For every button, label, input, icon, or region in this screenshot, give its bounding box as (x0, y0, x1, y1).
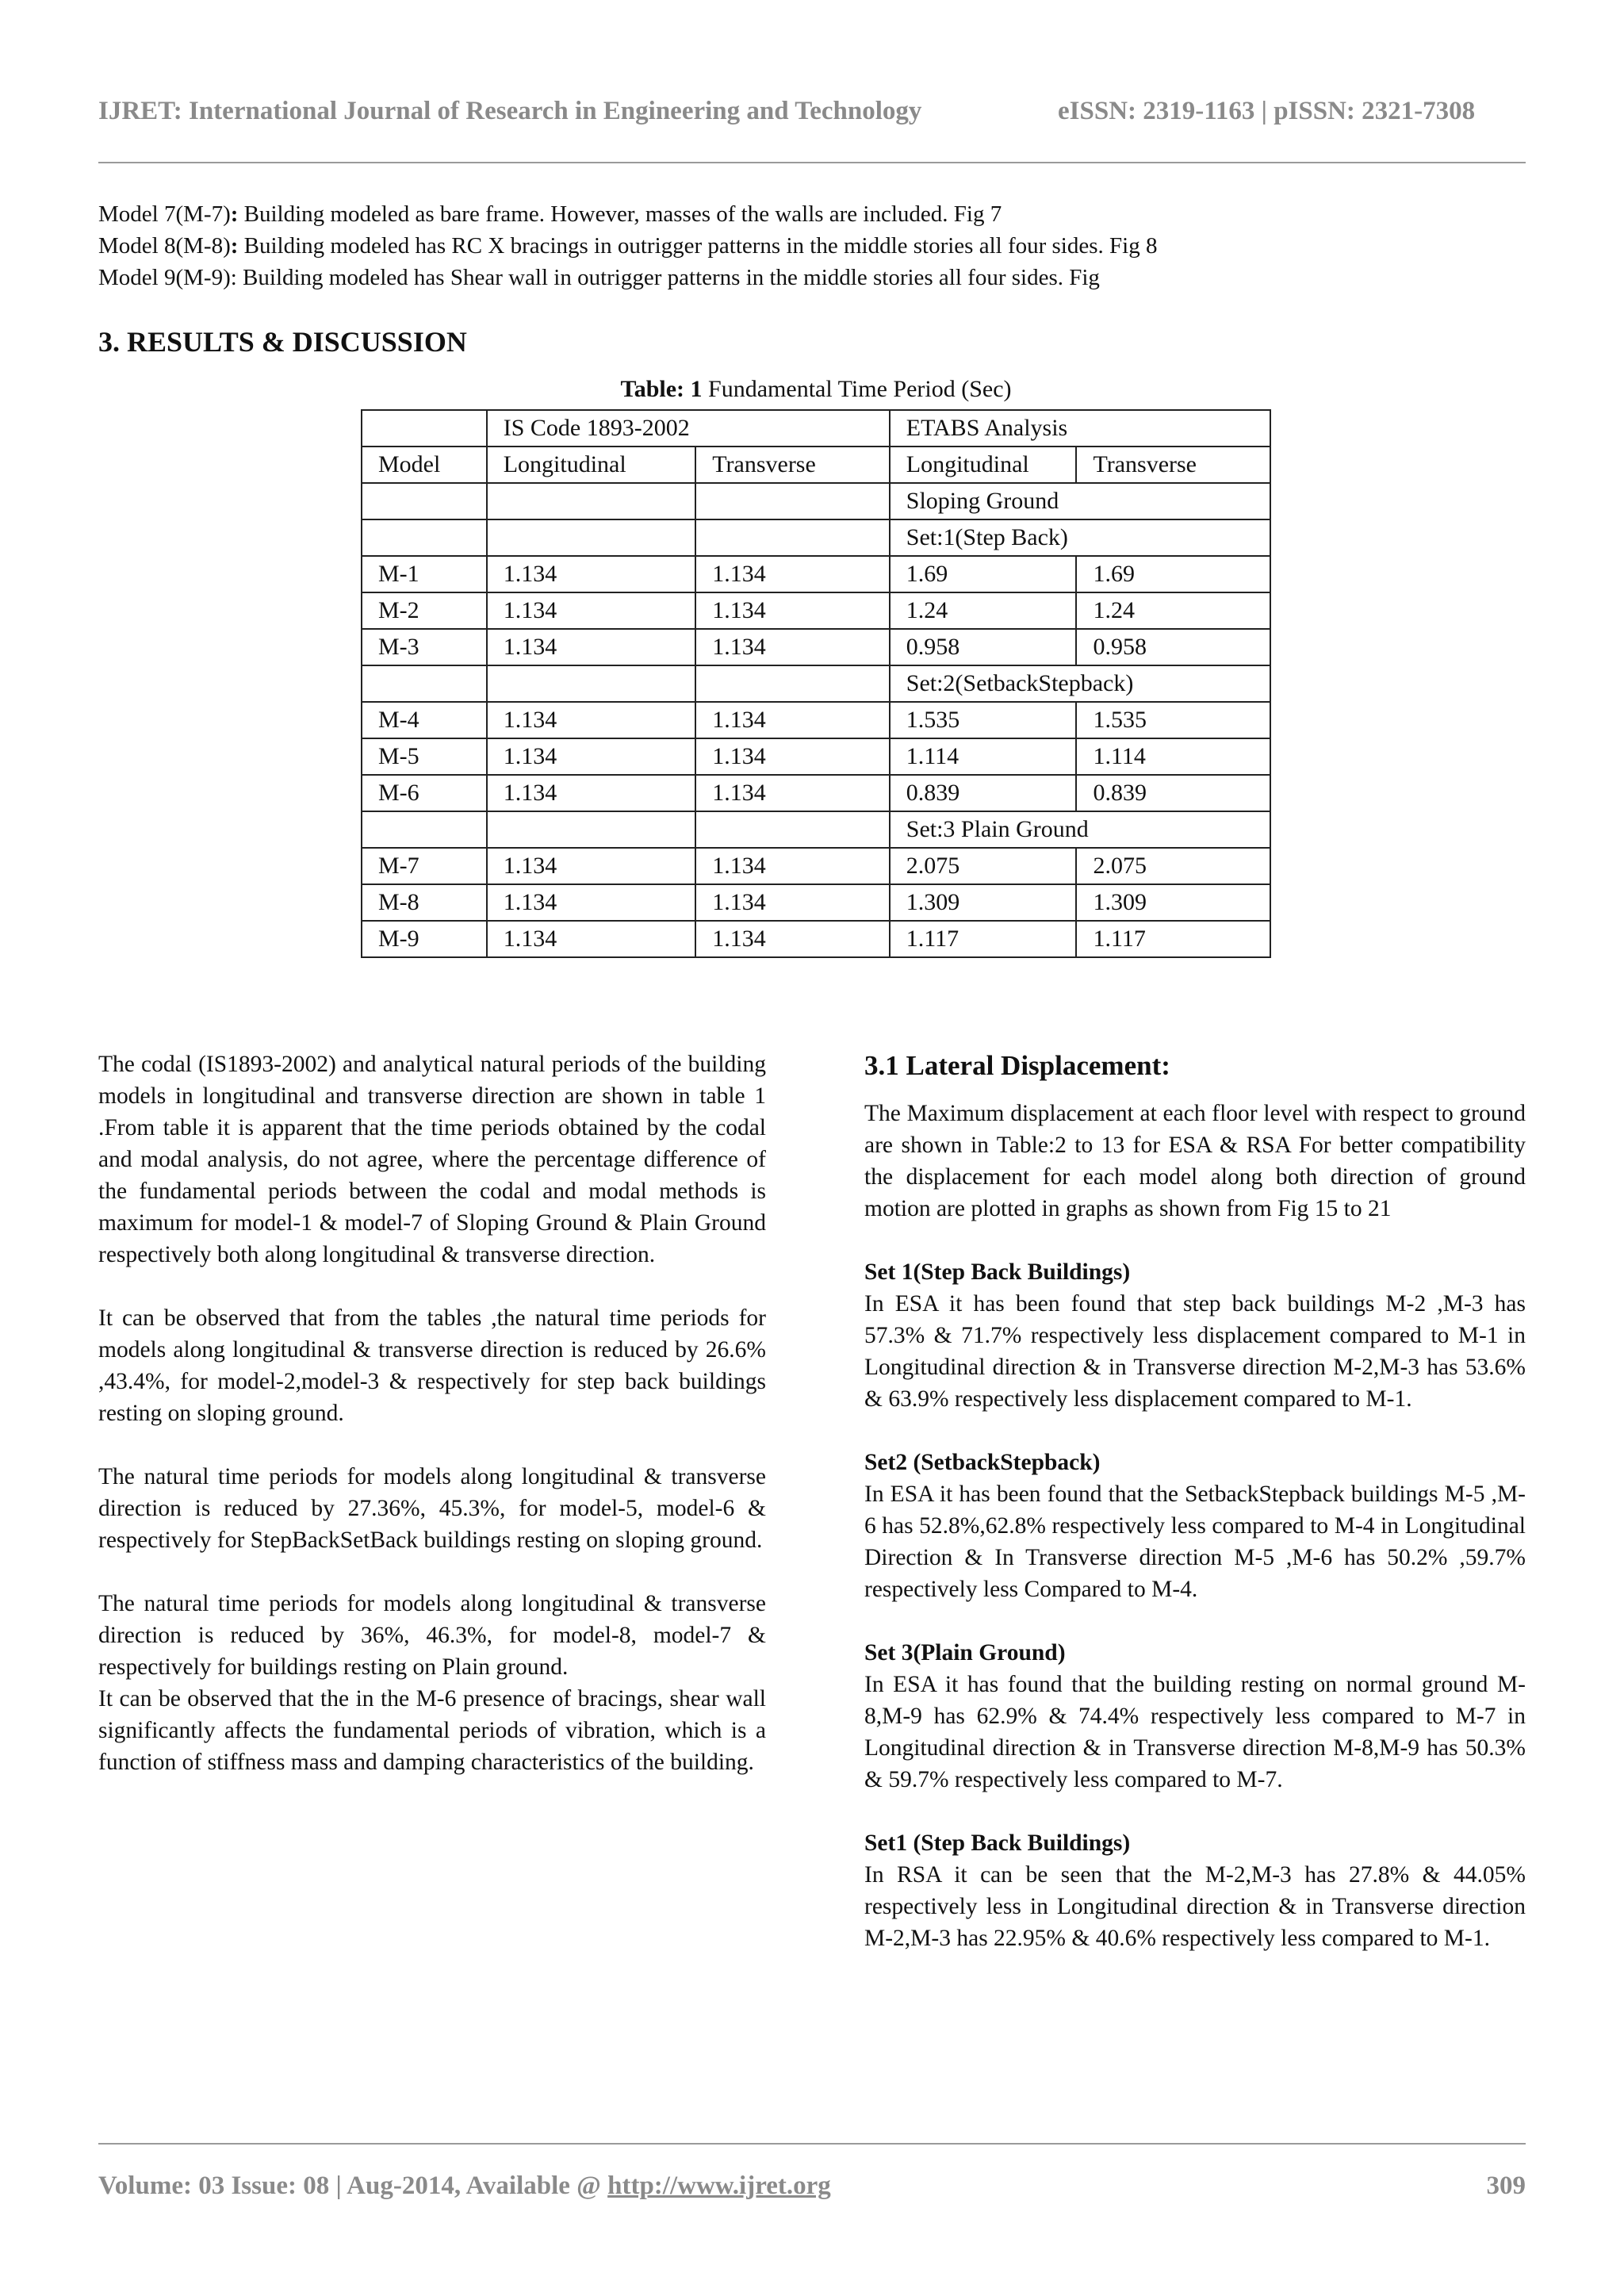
table-row (362, 775, 1270, 811)
table-row (362, 629, 1270, 665)
right-column (864, 1048, 1526, 1954)
table-header-row (362, 410, 1270, 447)
table-cell: 1.535 (890, 702, 1077, 738)
paragraph: It can be observed that the in the M-6 presence of bracings, shear wall significantly affects the fundamental periods of vibration, which is a function of stiffness mass and damping characteristics of the building. (98, 1686, 766, 1775)
set-heading: Set1 (Step Back Buildings) (864, 1830, 1131, 1856)
table-cell (695, 483, 890, 519)
table-cell: 1.134 (487, 629, 696, 665)
table-cell: M-7 (362, 848, 487, 884)
table-cell (487, 811, 696, 848)
table-cell: 1.134 (695, 629, 890, 665)
table-cell: 1.24 (1076, 592, 1270, 629)
table-cell: 1.24 (890, 592, 1077, 629)
model-9-text: Building modeled has Shear wall in outrigger patterns in the middle stories all four sides. Fig (236, 265, 1100, 290)
paragraph: The natural time periods for models along longitudinal & transverse direction is reduced by 27.36%, 45.3%, for model-5, model-6 & respectively for StepBackSetBack buildings resting on sloping ground. (98, 1464, 766, 1553)
etabs-transverse-header: Transverse (1076, 447, 1270, 483)
table-header-row (362, 447, 1270, 483)
journal-link[interactable]: http://www.ijret.org (607, 2171, 831, 2200)
table-row (362, 848, 1270, 884)
table-row (362, 738, 1270, 775)
model-column-header: Model (362, 447, 487, 483)
table-cell: 1.134 (695, 738, 890, 775)
table-cell: 1.134 (487, 556, 696, 592)
journal-title: IJRET: International Journal of Research in Engineering and Technology (98, 97, 922, 125)
table-cell: M-2 (362, 592, 487, 629)
subsection-heading: 3.1 Lateral Displacement: (864, 1050, 1170, 1081)
table-row (362, 884, 1270, 921)
table-cell: M-4 (362, 702, 487, 738)
header-rule (98, 162, 1526, 163)
table-cell: 1.535 (1076, 702, 1270, 738)
table-cell: 1.114 (890, 738, 1077, 775)
section-heading: 3. RESULTS & DISCUSSION (98, 326, 467, 358)
table-cell: 2.075 (1076, 848, 1270, 884)
table-cell: 1.309 (1076, 884, 1270, 921)
model-7-label: Model 7(M-7) (98, 201, 231, 227)
table-group-row (362, 811, 1270, 848)
paragraph: The codal (IS1893-2002) and analytical natural periods of the building models in longitudinal and transverse direction are shown in table 1 .From table it is apparent that the time periods obtained by the codal and modal analysis, do not agree, where the percentage difference of the fundamental periods between the codal and modal methods is maximum for model-1 & model-7 of Sloping Ground & Plain Ground respectively both along longitudinal & transverse direction. (98, 1052, 766, 1267)
table-group-row (362, 665, 1270, 702)
sloping-ground-label: Sloping Ground (890, 483, 1270, 519)
set-1-label: Set:1(Step Back) (890, 519, 1270, 556)
table-caption (361, 376, 1271, 403)
table-cell: M-3 (362, 629, 487, 665)
footer-volume (98, 2171, 831, 2201)
table-cell: M-6 (362, 775, 487, 811)
table-group-row (362, 519, 1270, 556)
model-7-description (98, 198, 1526, 230)
table-cell: 1.69 (1076, 556, 1270, 592)
table-group-row (362, 483, 1270, 519)
table-caption-label: Table: 1 (620, 376, 703, 402)
table-cell: 1.134 (487, 592, 696, 629)
model-8-text: Building modeled has RC X bracings in outrigger patterns in the middle stories all four sides. Fig 8 (238, 233, 1158, 259)
model-9-description (98, 262, 1526, 293)
table-cell: M-8 (362, 884, 487, 921)
table-cell: M-5 (362, 738, 487, 775)
model-7-text: Building modeled as bare frame. However, masses of the walls are included. Fig 7 (238, 201, 1002, 227)
footer-rule (98, 2143, 1526, 2145)
table-cell: M-1 (362, 556, 487, 592)
table-cell: 1.134 (695, 884, 890, 921)
table-row (362, 702, 1270, 738)
set-3-label: Set:3 Plain Ground (890, 811, 1270, 848)
table-cell: 1.117 (1076, 921, 1270, 957)
table-cell: 1.134 (695, 556, 890, 592)
set-heading: Set 3(Plain Ground) (864, 1640, 1066, 1665)
table-cell: 1.134 (487, 702, 696, 738)
table-cell: 1.134 (487, 738, 696, 775)
table-cell: 1.114 (1076, 738, 1270, 775)
table-cell: 0.839 (1076, 775, 1270, 811)
table-cell: 1.134 (695, 702, 890, 738)
paragraph: The natural time periods for models along longitudinal & transverse direction is reduced by 36%, 46.3%, for model-8, model-7 & respectively for buildings resting on Plain ground. (98, 1591, 766, 1680)
table-cell: M-9 (362, 921, 487, 957)
page-number: 309 (1486, 2171, 1526, 2200)
table-cell (487, 665, 696, 702)
table-cell (362, 483, 487, 519)
set-heading: Set 1(Step Back Buildings) (864, 1259, 1131, 1285)
table-cell: 1.134 (695, 921, 890, 957)
table-row (362, 921, 1270, 957)
table-cell: 0.958 (1076, 629, 1270, 665)
table-cell: 1.134 (487, 884, 696, 921)
table-cell: 0.958 (890, 629, 1077, 665)
table-cell: 2.075 (890, 848, 1077, 884)
table-cell: 1.69 (890, 556, 1077, 592)
table-cell: 0.839 (890, 775, 1077, 811)
table-cell: 1.309 (890, 884, 1077, 921)
table-cell (695, 811, 890, 848)
fundamental-period-table (361, 409, 1271, 958)
paragraph: It can be observed that from the tables ,the natural time periods for models along longitudinal & transverse direction is reduced by 26.6% ,43.4%, for model-2,model-3 & respectively for step back buildings resting on sloping ground. (98, 1305, 766, 1426)
table-cell (487, 483, 696, 519)
footer-volume-text: Volume: 03 Issue: 08 | Aug-2014, Available @ (98, 2171, 608, 2200)
is-longitudinal-header: Longitudinal (487, 447, 696, 483)
etabs-longitudinal-header: Longitudinal (890, 447, 1077, 483)
is-transverse-header: Transverse (695, 447, 890, 483)
issn-info: eISSN: 2319-1163 | pISSN: 2321-7308 (1058, 97, 1476, 125)
table-cell: 1.134 (487, 775, 696, 811)
paragraph: In ESA it has been found that the SetbackStepback buildings M-5 ,M-6 has 52.8%,62.8% respectively less compared to M-4 in Longitudinal Direction & In Transverse direction M-5 ,M-6 has 50.2% ,59.7% respectively less Compared to M-4. (864, 1481, 1526, 1602)
table-cell: 1.134 (487, 921, 696, 957)
left-column (98, 1048, 766, 1810)
table-cell: 1.134 (695, 592, 890, 629)
model-8-sep: : (230, 233, 239, 259)
table-cell: 1.117 (890, 921, 1077, 957)
table-cell (362, 410, 487, 447)
paragraph: In ESA it has found that the building resting on normal ground M-8,M-9 has 62.9% & 74.4% respectively less compared to M-7 in Longitudinal direction & in Transverse direction M-8,M-9 has 50.3% & 59.7% respectively less compared to M-7. (864, 1672, 1526, 1792)
paragraph: In RSA it can be seen that the M-2,M-3 has 27.8% & 44.05% respectively less in Longitudinal direction & in Transverse direction M-2,M-3 has 22.95% & 40.6% respectively less compared to M-1. (864, 1862, 1526, 1951)
model-9-sep: : (230, 265, 237, 290)
is-code-group-header: IS Code 1893-2002 (487, 410, 890, 447)
table-cell: 1.134 (487, 848, 696, 884)
model-9-label: Model 9(M-9) (98, 265, 231, 290)
table-row (362, 592, 1270, 629)
model-7-sep: : (230, 201, 239, 227)
model-descriptions (98, 198, 1526, 293)
paragraph: The Maximum displacement at each floor level with respect to ground are shown in Table:2 to 13 for ESA & RSA For better compatibility the displacement for each model along both direction of ground motion are plotted in graphs as shown from Fig 15 to 21 (864, 1101, 1526, 1221)
table-cell (362, 665, 487, 702)
table-cell: 1.134 (695, 775, 890, 811)
etabs-group-header: ETABS Analysis (890, 410, 1270, 447)
table-cell: 1.134 (695, 848, 890, 884)
table-cell (695, 519, 890, 556)
table-cell (362, 519, 487, 556)
paragraph: In ESA it has been found that step back buildings M-2 ,M-3 has 57.3% & 71.7% respectively less displacement compared to M-1 in Longitudinal direction & in Transverse direction M-2,M-3 has 53.6% & 63.9% respectively less displacement compared to M-1. (864, 1291, 1526, 1412)
set-2-label: Set:2(SetbackStepback) (890, 665, 1270, 702)
table-cell (362, 811, 487, 848)
table-cell (487, 519, 696, 556)
table-caption-text: Fundamental Time Period (Sec) (702, 376, 1012, 402)
table-row (362, 556, 1270, 592)
model-8-description (98, 230, 1526, 262)
model-8-label: Model 8(M-8) (98, 233, 231, 259)
table-cell (695, 665, 890, 702)
set-heading: Set2 (SetbackStepback) (864, 1450, 1101, 1475)
